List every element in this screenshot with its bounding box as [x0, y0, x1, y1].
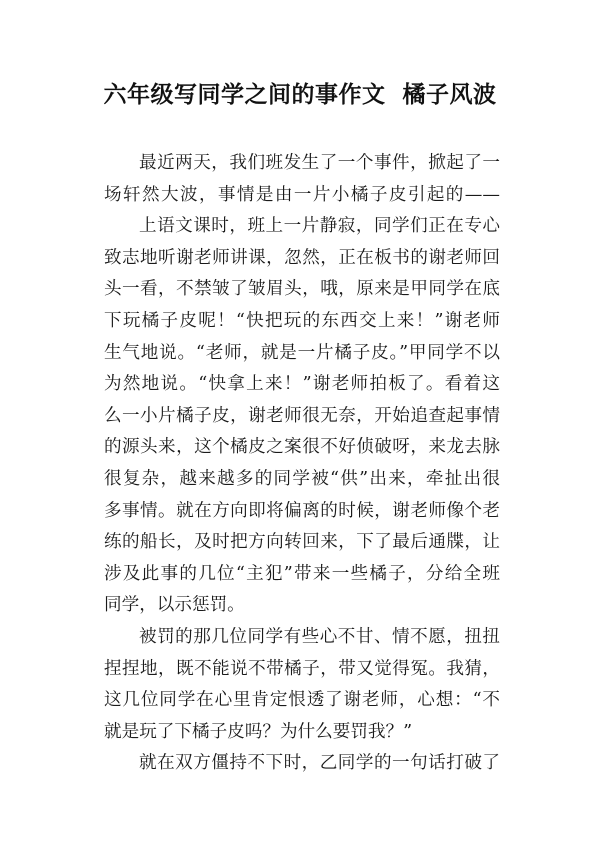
paragraph-line: 场轩然大波，事情是由一片小橘子皮引起的—— [104, 184, 500, 205]
paragraph-line: 同学，以示惩罚。 [104, 595, 245, 616]
paragraph-line: 上语文课时，班上一片静寂，同学们正在专心 [139, 216, 500, 237]
paragraph-line: 被罚的那几位同学有些心不甘、情不愿，扭扭 [139, 626, 500, 647]
paragraph-line: 就在双方僵持不下时，乙同学的一句话打破了 [139, 753, 500, 774]
paragraph-line: 捏捏地，既不能说不带橘子，带又觉得冤。我猜， [104, 658, 500, 679]
paragraph-line: 就是玩了下橘子皮吗？为什么要罚我？” [104, 721, 413, 742]
paragraph-line: 练的船长，及时把方向转回来，下了最后通牒，让 [104, 532, 500, 553]
paragraph-line: 致志地听谢老师讲课，忽然，正在板书的谢老师回 [104, 247, 500, 268]
paragraph-line: 的源头来，这个橘皮之案很不好侦破呀，来龙去脉 [104, 437, 500, 458]
document-body [104, 148, 500, 780]
paragraph-line: 生气地说。“老师，就是一片橘子皮。”甲同学不以 [104, 342, 500, 363]
paragraph-line: 为然地说。“快拿上来！”谢老师拍板了。看着这 [104, 374, 500, 395]
paragraph-line: 最近两天，我们班发生了一个事件，掀起了一 [139, 153, 500, 173]
paragraph-line: 很复杂，越来越多的同学被“供”出来，牵扯出很 [104, 468, 500, 489]
paragraph-line: 涉及此事的几位“主犯”带来一些橘子，分给全班 [104, 563, 500, 584]
paragraph-line: 这几位同学在心里肯定恨透了谢老师，心想：“不 [104, 690, 500, 711]
paragraph-line: 下玩橘子皮呢！“快把玩的东西交上来！”谢老师 [104, 310, 500, 331]
document-title: 六年级写同学之间的事作文 橘子风波 [103, 82, 497, 108]
paragraph-line: 头一看，不禁皱了皱眉头，哦，原来是甲同学在底 [104, 279, 500, 300]
paragraph-line: 么一小片橘子皮，谢老师很无奈，开始追查起事情 [104, 405, 500, 426]
paragraph-line: 多事情。就在方向即将偏离的时候，谢老师像个老 [104, 500, 500, 521]
